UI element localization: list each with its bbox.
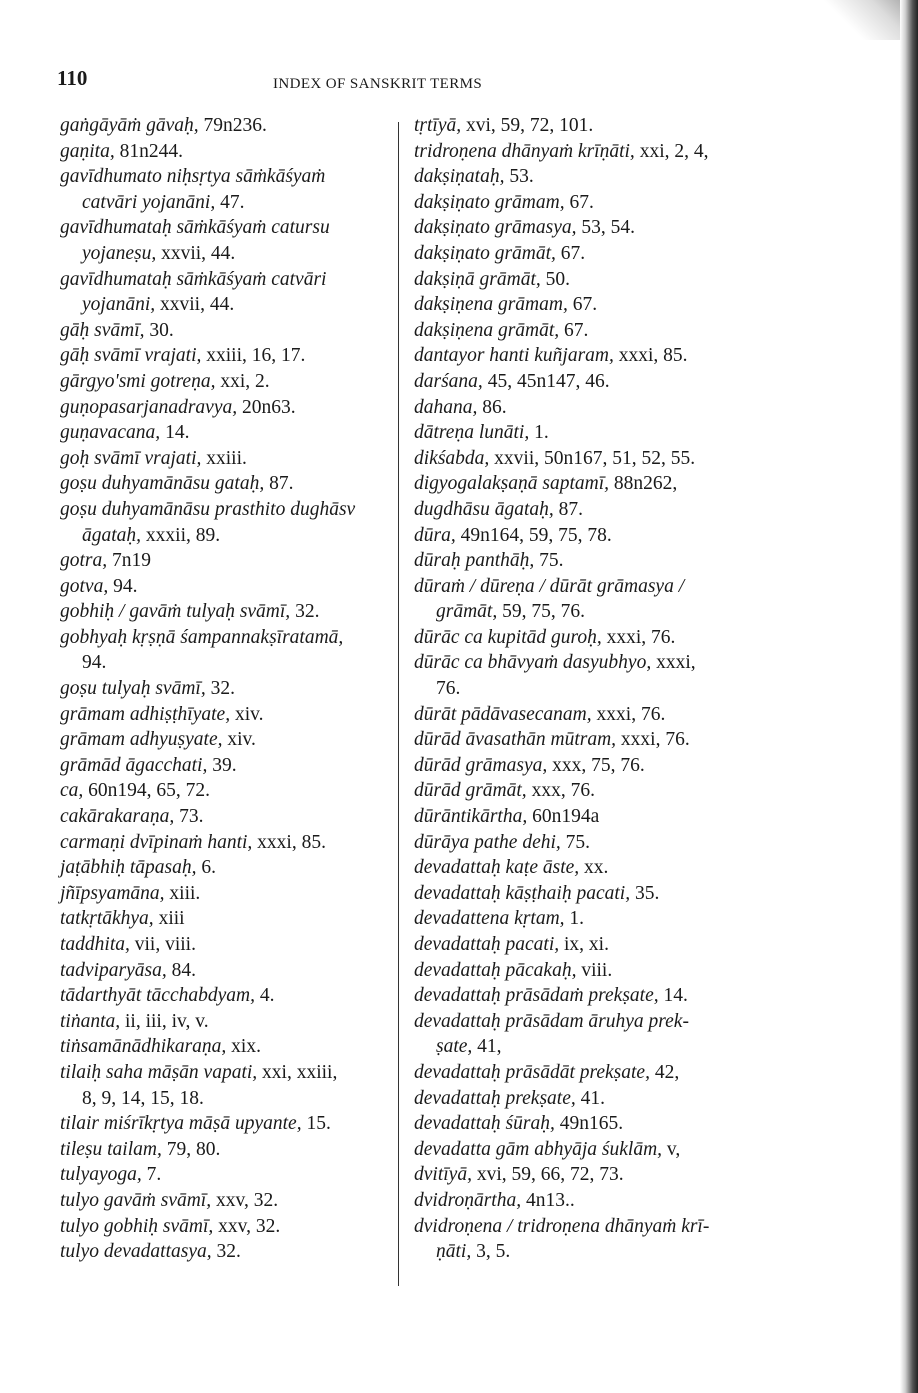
entry-references: xxxi, 85. [613,345,688,367]
index-entry [60,548,388,574]
index-entry [414,702,759,728]
entry-term: dūrāya pathe dehi, [414,831,561,853]
entry-term: dakṣiṇataḥ, [414,166,505,188]
entry-references: vii, viii. [129,934,196,955]
entry-references: xiii. [164,882,201,904]
page-binding-edge [900,0,918,1393]
entry-term: devadattaḥ kāṣṭhaiḥ pacati, [414,882,631,904]
index-entry [414,215,759,241]
entry-term: dahana, [414,396,478,418]
entry-term: gavīdhumataḥ sāṁkāśyaṁ catursu [60,217,330,239]
entry-term: goṣu duhyamānāsu gataḥ, [60,473,265,495]
index-entry [414,574,759,625]
entry-term: tatkṛtākhya, [60,908,154,930]
index-entry [60,599,388,625]
entry-references: 86. [477,396,507,418]
entry-references: xxvii, 44. [155,294,235,316]
index-entry [414,1086,759,1112]
entry-references: 47. [215,191,245,213]
entry-term: gaṇita, [60,140,115,162]
entry-term: dikśabda, [414,447,490,469]
index-entry [60,625,388,676]
index-entry [60,1009,388,1035]
index-entry [414,113,759,139]
entry-term: tulyo gobhiḥ svāmī, [60,1215,214,1237]
entry-term: dakṣiṇā grāmāt, [414,268,541,290]
entry-term: dakṣiṇena grāmam, [414,294,568,316]
entry-references: xxvii, 44. [156,242,236,264]
running-title: INDEX OF SANSKRIT TERMS [273,76,483,92]
entry-references: xvi, 59, 72, 101. [461,115,594,136]
entry-references: 50. [540,268,570,290]
index-entry [414,497,759,523]
page-number: 110 [57,66,88,90]
entry-term: gavīdhumataḥ sāṁkāśyaṁ catvāri [60,268,327,290]
index-entry [414,548,759,574]
entry-term: dvitīyā, [414,1164,472,1186]
entry-term: dūrāt pādāvasecanam, [414,703,592,725]
index-entry [60,369,388,395]
entry-references: 8, 9, 14, 15, 18. [82,1087,204,1109]
entry-term: goḥ svāmī vrajati, [60,447,202,469]
index-entry [60,676,388,702]
entry-references: 14. [160,422,190,444]
entry-references: ii, iii, iv, v. [120,1010,209,1032]
entry-references: 7n19 [107,550,152,572]
entry-term: grāmād āgacchati, [60,754,208,776]
entry-term: dātreṇa lunāti, [414,422,530,444]
entry-references: 67. [567,294,598,316]
index-entry [60,778,388,804]
index-entry [414,241,759,267]
entry-references: xvi, 59, 66, 72, 73. [471,1164,624,1186]
entry-term: tileṣu tailam, [60,1138,162,1160]
entry-references: xxxi, 76. [616,729,690,751]
index-entry [60,1239,388,1265]
index-entry [414,625,759,651]
entry-references: 94. [108,575,138,597]
index-entry [60,113,388,139]
index-entry [414,318,759,344]
index-entry [60,395,388,421]
entry-term: dvidroṇena / tridroṇena dhānyaṁ krī- [414,1215,710,1237]
entry-term: devadattaḥ prāsādaṁ prekṣate, [414,985,659,1007]
entry-term: dūraḥ panthāḥ, [414,550,535,572]
index-entry [414,1009,759,1060]
index-entry [60,753,388,779]
entry-references: 3, 5. [471,1241,511,1263]
index-entry [60,1060,388,1111]
entry-references: ix, xi. [559,934,609,955]
entry-term: dūrād grāmāt, [414,780,527,802]
entry-term: darśana, [414,370,483,392]
entry-references: 41. [575,1087,605,1109]
entry-references: xxxi, 76. [591,703,666,725]
entry-term: tṛtīyā, [414,115,462,136]
entry-references: 39. [207,754,237,776]
entry-references: 35. [630,882,660,904]
entry-references: 67. [559,319,589,341]
entry-term: jaṭābhiḥ tāpasaḥ, [60,857,197,879]
entry-term: dugdhāsu āgataḥ, [414,498,554,520]
entry-references: 75. [534,550,564,572]
index-entry [60,804,388,830]
entry-term: āgataḥ, [82,524,142,546]
entry-term: ṣate, [436,1036,473,1058]
entry-references: 30. [144,319,174,341]
entry-term: devadattaḥ prāsādāt prekṣate, [414,1061,650,1083]
entry-references: 6. [196,857,217,879]
entry-term: gotra, [60,550,108,572]
index-entry [414,983,759,1009]
index-entry [414,1188,759,1214]
index-column-right [414,113,759,1265]
index-entry [414,164,759,190]
entry-references: v, [662,1138,681,1160]
entry-references: 1. [529,422,549,444]
entry-term: goṣu duhyamānāsu prasthito dughāsv [60,498,356,520]
entry-references: 53. [504,166,534,188]
index-entry [60,1137,388,1163]
index-entry [414,139,759,165]
index-entry [414,932,759,958]
index-entry [414,267,759,293]
entry-references: 20n63. [237,396,296,418]
index-entry [414,804,759,830]
entry-term: gavīdhumato niḥsṛtya sāṁkāśyaṁ [60,166,326,188]
entry-term: dantayor hanti kuñjaram, [414,345,614,367]
entry-term: gāḥ svāmī, [60,319,145,341]
index-entry [414,395,759,421]
entry-references: 32. [290,601,320,623]
entry-term: dvidroṇārtha, [414,1189,522,1211]
index-entry [414,1060,759,1086]
entry-references: xxx, 75, 76. [547,754,645,776]
entry-term: gobhiḥ / gavāṁ tulyaḥ svāmī, [60,601,291,623]
entry-term: devadatta gām abhyāja śuklām, [414,1138,663,1160]
entry-term: guṇopasarjanadravya, [60,396,238,418]
index-entry [60,574,388,600]
index-entry [60,727,388,753]
entry-references: 76. [436,678,461,700]
entry-term: devadattaḥ pacati, [414,934,560,955]
entry-references: 32. [211,1241,241,1263]
index-entry [60,446,388,472]
entry-references: 1. [564,908,585,930]
entry-references: xxiii, 16, 17. [201,345,306,367]
entry-term: catvāri yojanāni, [82,191,216,213]
entry-references: 67. [564,191,594,213]
entry-references: 79, 80. [161,1138,221,1160]
index-entry [414,292,759,318]
entry-references: 45, 45n147, 46. [482,370,610,392]
index-entry [414,881,759,907]
index-entry [60,318,388,344]
index-entry [60,215,388,266]
index-entry [414,190,759,216]
entry-references: xx. [579,857,609,879]
index-entry [414,727,759,753]
entry-references: 67. [555,242,586,264]
index-entry [60,164,388,215]
entry-term: ṇāti, [436,1241,472,1263]
entry-term: tridroṇena dhānyaṁ krīṇāti, [414,140,635,162]
entry-term: devadattaḥ prekṣate, [414,1087,576,1109]
index-entry [60,702,388,728]
index-entry [414,1162,759,1188]
entry-references: xxvii, 50n167, 51, 52, 55. [489,447,696,469]
entry-references: xxiii. [201,447,247,469]
entry-term: goṣu tulyaḥ svāmī, [60,678,206,700]
entry-term: devadattaḥ prāsādam āruhya prek- [414,1010,689,1032]
entry-references: 81n244. [114,140,183,162]
index-entry [414,650,759,701]
index-entry [60,420,388,446]
index-entry [414,906,759,932]
entry-term: dūrād grāmasya, [414,754,548,776]
entry-term: gobhyaḥ kṛṣṇā śampannakṣīratamā, [60,626,344,648]
index-entry [60,906,388,932]
entry-term: tiṅsamānādhikaraṇa, [60,1036,227,1058]
entry-term: dūrād āvasathān mūtram, [414,729,617,751]
entry-references: 32. [205,678,235,700]
index-entry [60,855,388,881]
entry-references: 75. [560,831,591,853]
entry-references: 94. [82,652,107,674]
entry-references: 73. [174,806,204,828]
entry-references: 15. [301,1113,331,1135]
entry-term: gārgyo'smi gotreṇa, [60,370,216,392]
entry-term: devadattena kṛtam, [414,908,565,930]
entry-references: xxxi, [651,652,696,674]
entry-references: 88n262, [609,473,678,495]
entry-references: 7. [141,1164,162,1186]
entry-term: carmaṇi dvīpinaṁ hanti, [60,831,253,853]
index-entry [60,1162,388,1188]
entry-references: xiv. [230,703,264,725]
entry-references: 49n164, 59, 75, 78. [455,524,612,546]
entry-term: yojanāni, [82,294,156,316]
entry-references: viii. [576,959,613,981]
entry-references: 53, 54. [576,217,635,239]
entry-references: 87. [553,498,584,520]
index-entry [414,446,759,472]
entry-term: guṇavacana, [60,422,161,444]
index-entry [60,830,388,856]
entry-term: tulyo devadattasya, [60,1241,212,1263]
column-divider [398,122,399,1286]
entry-term: tādarthyāt tācchabdyam, [60,985,255,1007]
entry-references: xxi, 2, 4, [634,140,709,162]
index-column-left [60,113,388,1265]
entry-references: 60n194a [527,806,600,828]
entry-term: devadattaḥ kaṭe āste, [414,857,580,879]
entry-references: xxi, xxiii, [257,1061,338,1083]
entry-references: 49n165. [554,1113,624,1135]
index-entry [60,881,388,907]
entry-term: tadviparyāsa, [60,959,167,981]
index-entry [414,855,759,881]
index-entry [60,497,388,548]
entry-term: ca, [60,780,84,802]
entry-references: 4. [254,985,275,1007]
index-entry [60,1214,388,1240]
entry-term: tilaiḥ saha māṣān vapati, [60,1061,258,1083]
index-entry [414,471,759,497]
entry-references: xxi, 2. [215,370,270,392]
index-entry [414,753,759,779]
entry-term: taddhita, [60,934,130,955]
entry-references: 4n13.. [521,1189,575,1211]
entry-term: tiṅanta, [60,1010,121,1032]
entry-references: xix. [226,1036,261,1058]
entry-references: xxv, 32. [211,1189,279,1211]
entry-term: dūra, [414,524,456,546]
entry-references: 87. [264,473,294,495]
entry-term: dakṣiṇena grāmāt, [414,319,560,341]
index-entry [60,139,388,165]
index-entry [60,343,388,369]
entry-references: 84. [166,959,196,981]
entry-references: xiv. [222,729,256,751]
entry-term: dūrāc ca kupitād guroḥ, [414,626,602,648]
index-entry [60,1111,388,1137]
index-entry [60,267,388,318]
entry-term: dūrāc ca bhāvyaṁ dasyubhyo, [414,652,652,674]
entry-term: digyogalakṣaṇā saptamī, [414,473,609,495]
entry-references: xxx, 76. [526,780,595,802]
entry-references: xxxi, 85. [252,831,326,853]
index-entry [414,958,759,984]
entry-references: xxxi, 76. [601,626,676,648]
index-entry [414,420,759,446]
index-entry [414,778,759,804]
entry-term: jñīpsyamāna, [60,882,165,904]
entry-references: xiii [153,908,185,930]
entry-term: tulyayoga, [60,1164,142,1186]
index-entry [60,1034,388,1060]
index-entry [60,983,388,1009]
entry-term: dūrāntikārtha, [414,806,528,828]
entry-term: grāmam adhiṣṭhīyate, [60,703,231,725]
entry-term: gotva, [60,575,109,597]
entry-term: yojaneṣu, [82,242,157,264]
index-entry [414,1137,759,1163]
entry-references: 59, 75, 76. [497,601,585,623]
index-entry [414,1111,759,1137]
entry-term: tulyo gavāṁ svāmī, [60,1189,212,1211]
entry-term: grāmam adhyuṣyate, [60,729,223,751]
index-entry [414,523,759,549]
index-entry [414,343,759,369]
index-entry [414,369,759,395]
entry-references: xxv, 32. [213,1215,281,1237]
index-entry [414,1214,759,1265]
entry-term: devadattaḥ pācakaḥ, [414,959,577,981]
entry-references: 42, [649,1061,680,1083]
index-entry [60,1188,388,1214]
entry-term: devadattaḥ śūraḥ, [414,1113,555,1135]
entry-term: dakṣiṇato grāmasya, [414,217,577,239]
entry-term: cakārakaraṇa, [60,806,175,828]
entry-references: 79n236. [198,115,267,136]
entry-term: dakṣiṇato grāmāt, [414,242,556,264]
entry-term: gāḥ svāmī vrajati, [60,345,202,367]
entry-references: 41, [472,1036,502,1058]
index-entry [414,830,759,856]
entry-term: gaṅgāyāṁ gāvaḥ, [60,115,199,136]
index-entry [60,958,388,984]
index-entry [60,932,388,958]
entry-term: tilair miśrīkṛtya māṣā upyante, [60,1113,302,1135]
entry-term: dakṣiṇato grāmam, [414,191,565,213]
entry-term: dūraṁ / dūreṇa / dūrāt grāmasya / [414,575,685,597]
entry-references: 14. [658,985,688,1007]
entry-references: xxxii, 89. [141,524,221,546]
index-entry [60,471,388,497]
entry-references: 60n194, 65, 72. [83,780,211,802]
entry-term: grāmāt, [436,601,498,623]
